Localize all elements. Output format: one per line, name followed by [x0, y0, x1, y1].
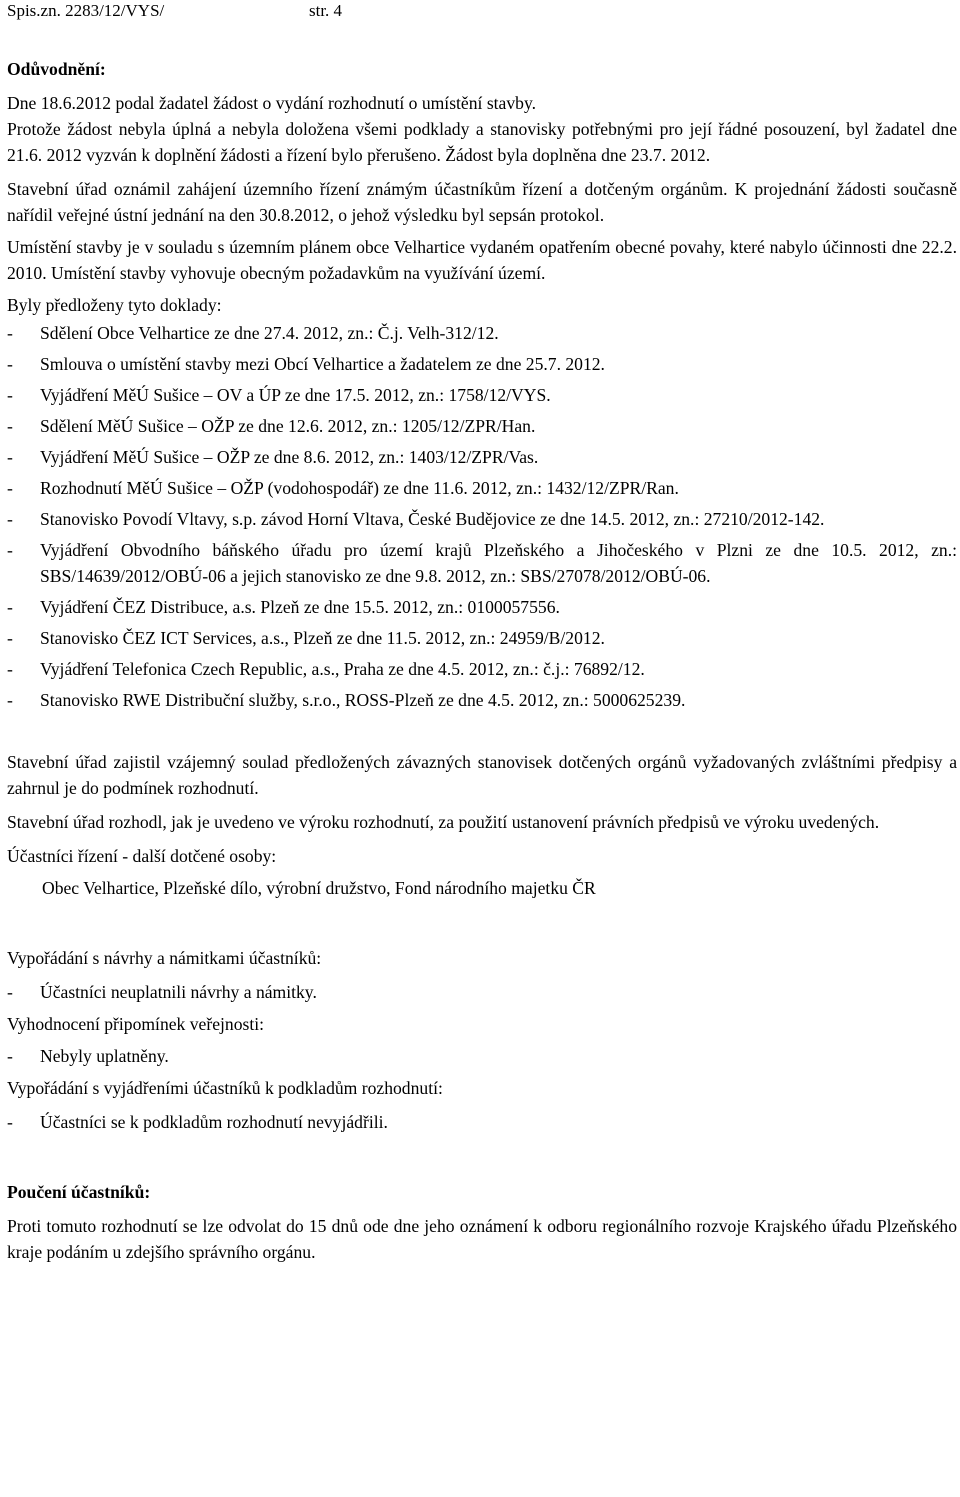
- paragraph-binding-opinions: Stavební úřad zajistil vzájemný soulad předložených závazných stanovisek dotčených orgánů vyžadovaných zvláštními předpisy a zahrnul je do podmínek rozhodnutí.: [7, 752, 957, 798]
- document-body: [7, 56, 957, 1265]
- paragraph-decision-basis: Stavební úřad rozhodl, jak je uvedeno ve výroku rozhodnutí, za použití ustanovení právních předpisů ve výroku uvedených.: [7, 812, 880, 832]
- document-item: - Smlouva o umístění stavby mezi Obcí Velhartice a žadatelem ze dne 25.7. 2012.: [7, 351, 957, 377]
- statements-list: [7, 1109, 957, 1135]
- document-item: - Vyjádření Obvodního báňského úřadu pro území krajů Plzeňského a Jihočeského v Plzni ze dne 10.5. 2012, zn.: SBS/14639/2012/OBÚ-06 a jejich stanovisko ze dne 9.8. 2012, zn.: SBS/27078/2012/OBÚ-06.: [7, 537, 957, 589]
- document-item: - Sdělení Obce Velhartice ze dne 27.4. 2012, zn.: Č.j. Velh-312/12.: [7, 320, 957, 346]
- document-item: - Stanovisko Povodí Vltavy, s.p. závod Horní Vltava, České Budějovice ze dne 14.5. 2012, zn.: 27210/2012-142.: [7, 506, 957, 532]
- public-comments-item: - Nebyly uplatněny.: [7, 1043, 957, 1069]
- documents-list: [7, 320, 957, 713]
- document-item: - Stanovisko RWE Distribuční služby, s.r.o., ROSS-Plzeň ze dne 4.5. 2012, zn.: 5000625239.: [7, 687, 957, 713]
- participants-list: Obec Velhartice, Plzeňské dílo, výrobní družstvo, Fond národního majetku ČR: [42, 878, 596, 898]
- document-item: - Sdělení MěÚ Sušice – OŽP ze dne 12.6. 2012, zn.: 1205/12/ZPR/Han.: [7, 413, 957, 439]
- instruction-heading: Poučení účastníků:: [7, 1182, 151, 1202]
- document-item: - Vyjádření MěÚ Sušice – OŽP ze dne 8.6. 2012, zn.: 1403/12/ZPR/Vas.: [7, 444, 957, 470]
- paragraph-application-date: Dne 18.6.2012 podal žadatel žádost o vydání rozhodnutí o umístění stavby.: [7, 93, 537, 113]
- document-item: - Stanovisko ČEZ ICT Services, a.s., Plzeň ze dne 11.5. 2012, zn.: 24959/B/2012.: [7, 625, 957, 651]
- document-item: - Vyjádření Telefonica Czech Republic, a.s., Praha ze dne 4.5. 2012, zn.: č.j.: 76892/12.: [7, 656, 957, 682]
- paragraph-zoning-plan: Umístění stavby je v souladu s územním plánem obce Velhartice vydaném opatřením obecné povahy, které nabylo účinnosti dne 22.2. 2010. Umístění stavby vyhovuje obecným požadavkům na využívání území.: [7, 237, 957, 283]
- instruction-text: Proti tomuto rozhodnutí se lze odvolat do 15 dnů ode dne jeho oznámení k odboru regionálního rozvoje Krajského úřadu Plzeňského kraje podáním u zdejšího správního orgánu.: [7, 1216, 957, 1262]
- justification-heading: Odůvodnění:: [7, 59, 106, 79]
- participants-label: Účastníci řízení - další dotčené osoby:: [7, 846, 277, 866]
- objections-label: Vypořádání s návrhy a námitkami účastníků:: [7, 948, 322, 968]
- statements-label: Vypořádání s vyjádřeními účastníků k podkladům rozhodnutí:: [7, 1078, 443, 1098]
- page-number: str. 4: [309, 1, 343, 20]
- documents-label: Byly předloženy tyto doklady:: [7, 295, 222, 315]
- statements-item: - Účastníci se k podkladům rozhodnutí nevyjádřili.: [7, 1109, 957, 1135]
- public-comments-label: Vyhodnocení připomínek veřejnosti:: [7, 1014, 265, 1034]
- paragraph-incomplete-application: Protože žádost nebyla úplná a nebyla doložena všemi podklady a stanovisky potřebnými pro její řádné posouzení, byl žadatel dne 21.6. 2012 vyzván k doplnění žádosti a řízení bylo přerušeno. Žádost byla doplněna dne 23.7. 2012.: [7, 119, 957, 165]
- paragraph-proceedings-notice: Stavební úřad oznámil zahájení územního řízení známým účastníkům řízení a dotčeným orgánům. K projednání žádosti současně nařídil veřejné ústní jednání na den 30.8.2012, o jehož výsledku byl sepsán protokol.: [7, 179, 957, 225]
- objections-item: - Účastníci neuplatnili návrhy a námitky.: [7, 979, 957, 1005]
- document-item: - Vyjádření MěÚ Sušice – OV a ÚP ze dne 17.5. 2012, zn.: 1758/12/VYS.: [7, 382, 957, 408]
- objections-list: [7, 979, 957, 1005]
- file-reference: Spis.zn. 2283/12/VYS/: [7, 1, 165, 20]
- public-comments-list: [7, 1043, 957, 1069]
- document-item: - Vyjádření ČEZ Distribuce, a.s. Plzeň ze dne 15.5. 2012, zn.: 0100057556.: [7, 594, 957, 620]
- document-item: - Rozhodnutí MěÚ Sušice – OŽP (vodohospodář) ze dne 11.6. 2012, zn.: 1432/12/ZPR/Ran.: [7, 475, 957, 501]
- page-header: [7, 0, 343, 24]
